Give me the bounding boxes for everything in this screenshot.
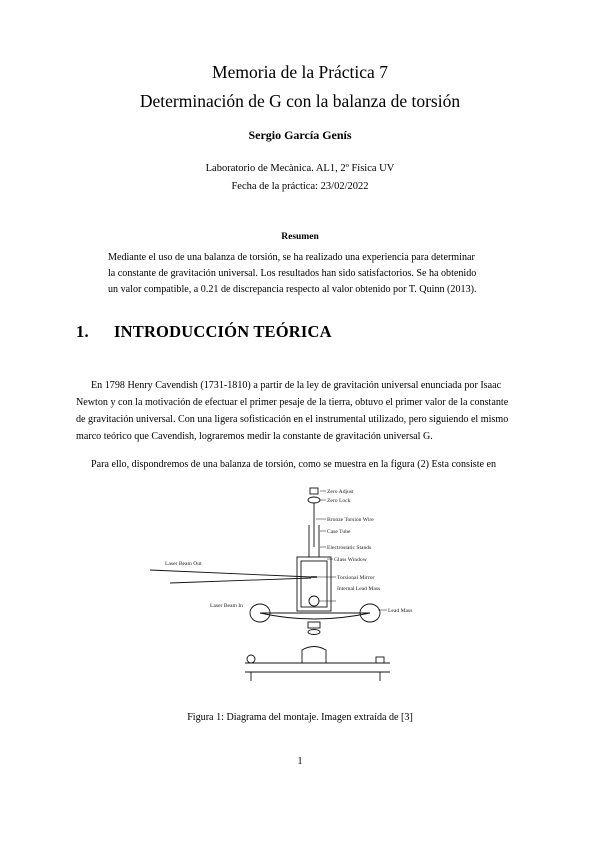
- stand-base: [308, 622, 320, 628]
- section-heading: [76, 322, 332, 342]
- abstract-line: un valor compatible, a 0.21 de discrepancia respecto al valor obtenido por T. Quinn (2013).: [108, 284, 477, 295]
- abstract-line: la constante de gravitación universal. Los resultados han sido satisfactorios. Se ha obtenido: [108, 268, 477, 279]
- zero-adjust-knob: [310, 488, 318, 494]
- title-line-2: Determinación de G con la balanza de torsión: [139, 91, 461, 111]
- paragraph-line: marco teórico que Cavendish, lograremos medir la constante de gravitación universal G.: [76, 431, 433, 442]
- laser-beam-in: [170, 578, 311, 583]
- label-internal-mass: Internal Lead Mass: [337, 586, 381, 592]
- affiliation: Laboratorio de Mecànica. AL1, 2º Física UV: [205, 163, 395, 174]
- label-zero-adjust: Zero Adjust: [327, 489, 354, 495]
- glass-window: [301, 561, 327, 607]
- practice-date: Fecha de la práctica: 23/02/2022: [231, 181, 369, 192]
- label-mirror: Torsional Mirror: [337, 575, 375, 581]
- label-laser-out: Laser Beam Out: [165, 561, 202, 567]
- author-name: Sergio García Genís: [248, 128, 352, 142]
- section-title: INTRODUCCIÓN TEÓRICA: [114, 322, 332, 341]
- label-torsion-wire: Bronze Torsion Wire: [327, 517, 374, 523]
- label-stands: Electrostatic Stands: [327, 545, 372, 551]
- paragraph-line: Para ello, dispondremos de una balanza de torsión, como se muestra en la figura (2) Esta consiste en: [91, 459, 497, 470]
- internal-mass: [309, 596, 319, 606]
- page-number: 1: [297, 756, 303, 767]
- title-line-1: Memoria de la Práctica 7: [212, 62, 388, 82]
- abstract-line: Mediante el uso de una balanza de torsión, se ha realizado una experiencia para determinar: [108, 252, 475, 263]
- swing-arm: [260, 613, 370, 619]
- center-post: [302, 647, 326, 664]
- label-laser-in: Laser Beam In: [210, 603, 243, 609]
- figure-caption: Figura 1: Diagrama del montaje. Imagen extraída de [3]: [187, 712, 413, 723]
- label-zero-lock: Zero Lock: [327, 498, 351, 504]
- section-number: 1.: [76, 322, 89, 341]
- balance-case: [297, 557, 331, 611]
- label-lead-mass: Lead Mass: [388, 608, 413, 614]
- paragraph-line: Newton y con la motivación de efectuar el primer pesaje de la tierra, obtuvo el primer valor de la constante: [76, 397, 509, 408]
- abstract-heading: Resumen: [281, 232, 319, 242]
- label-glass-window: Glass Window: [334, 557, 367, 563]
- right-bracket: [376, 657, 384, 663]
- paragraph-line: En 1798 Henry Cavendish (1731-1810) a partir de la ley de gravitación universal enunciada por Isaac: [91, 380, 502, 391]
- zero-lock: [308, 497, 320, 503]
- torsion-balance-diagram: [130, 485, 430, 695]
- left-knob: [247, 655, 255, 663]
- label-case-tube: Case Tube: [327, 529, 351, 535]
- paragraph-line: de gravitación universal. Con una ligera sofisticación en el instrumental utilizado, pero siguiendo el mismo: [76, 414, 509, 425]
- laser-beam-out: [150, 570, 311, 577]
